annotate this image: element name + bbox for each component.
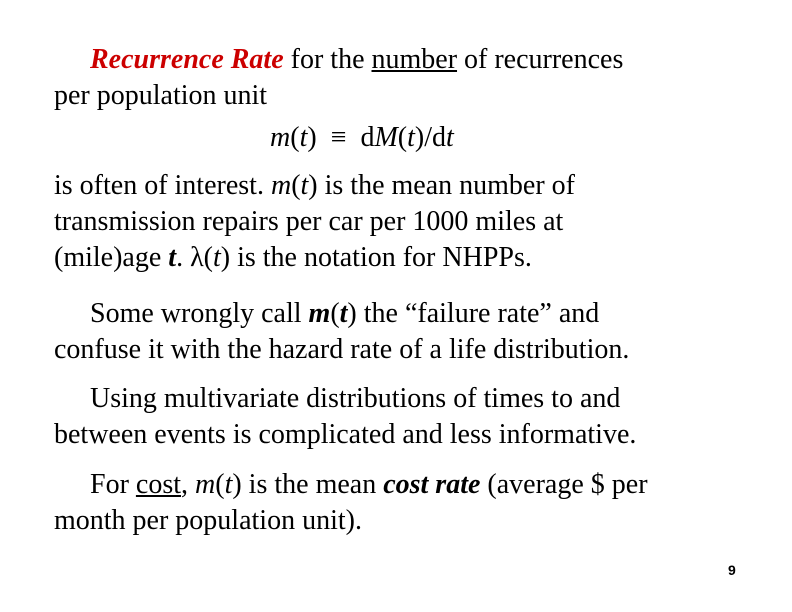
- text-span: of recurrences: [457, 44, 624, 75]
- math-m: m: [195, 469, 216, 500]
- term-recurrence-rate: Recurrence Rate: [90, 44, 284, 75]
- eq-symbol: (: [290, 122, 300, 153]
- math-t: t: [168, 242, 177, 273]
- paragraph-cost: [54, 467, 744, 539]
- text-line: transmission repairs per car per 1000 miles at: [54, 206, 564, 237]
- text-span: ,: [181, 469, 196, 500]
- text-span: ) is the notation for NHPPs.: [220, 242, 532, 273]
- underlined-cost: cost: [135, 469, 182, 500]
- eq-symbol: m: [270, 122, 291, 153]
- paragraph-multivariate: [54, 381, 744, 453]
- lambda-symbol: λ: [190, 242, 204, 273]
- eq-symbol: )/d: [414, 122, 447, 153]
- text-span: For: [90, 469, 136, 500]
- eq-symbol: t: [299, 122, 308, 153]
- underlined-number: number: [371, 44, 458, 75]
- paragraph-failure-rate: [54, 296, 744, 368]
- eq-symbol: t: [407, 122, 415, 153]
- text-line: confuse it with the hazard rate of a life distribution.: [54, 334, 630, 365]
- equation-recurrence-rate: [270, 120, 454, 156]
- text-span: Some wrongly call: [90, 298, 309, 329]
- math-t: t: [224, 469, 233, 500]
- text-span: (: [330, 298, 340, 329]
- eq-symbol: d: [360, 122, 375, 153]
- text-span: for the: [283, 44, 372, 75]
- eq-symbol: t: [446, 122, 454, 153]
- text-span: ) is the mean number of: [308, 170, 575, 201]
- math-t: t: [339, 298, 348, 329]
- text-line: per population unit: [54, 80, 268, 111]
- text-span: ) the “failure rate” and: [347, 298, 600, 329]
- text-span: (average $ per: [480, 469, 648, 500]
- text-line: month per population unit).: [54, 505, 362, 536]
- text-span: (: [203, 242, 213, 273]
- text-span: is often of interest.: [54, 170, 271, 201]
- paragraph-recurrence-rate: [54, 42, 744, 114]
- eq-symbol: M: [374, 122, 398, 153]
- paragraph-interest: [54, 168, 744, 276]
- text-span: .: [176, 242, 191, 273]
- equiv-symbol: ≡: [330, 122, 347, 153]
- text-span: (: [215, 469, 225, 500]
- math-m: m: [308, 298, 331, 329]
- text-span: (: [291, 170, 301, 201]
- page-number: 9: [728, 562, 736, 578]
- text-span: ) is the mean: [232, 469, 384, 500]
- math-t: t: [300, 170, 309, 201]
- term-cost-rate: cost rate: [383, 469, 481, 500]
- text-span: (mile)age: [54, 242, 169, 273]
- text-line: between events is complicated and less informative.: [54, 419, 637, 450]
- math-m: m: [270, 170, 292, 201]
- math-t: t: [212, 242, 221, 273]
- eq-symbol: ): [307, 122, 317, 153]
- eq-symbol: (: [397, 122, 408, 153]
- text-line: Using multivariate distributions of times to and: [90, 383, 621, 414]
